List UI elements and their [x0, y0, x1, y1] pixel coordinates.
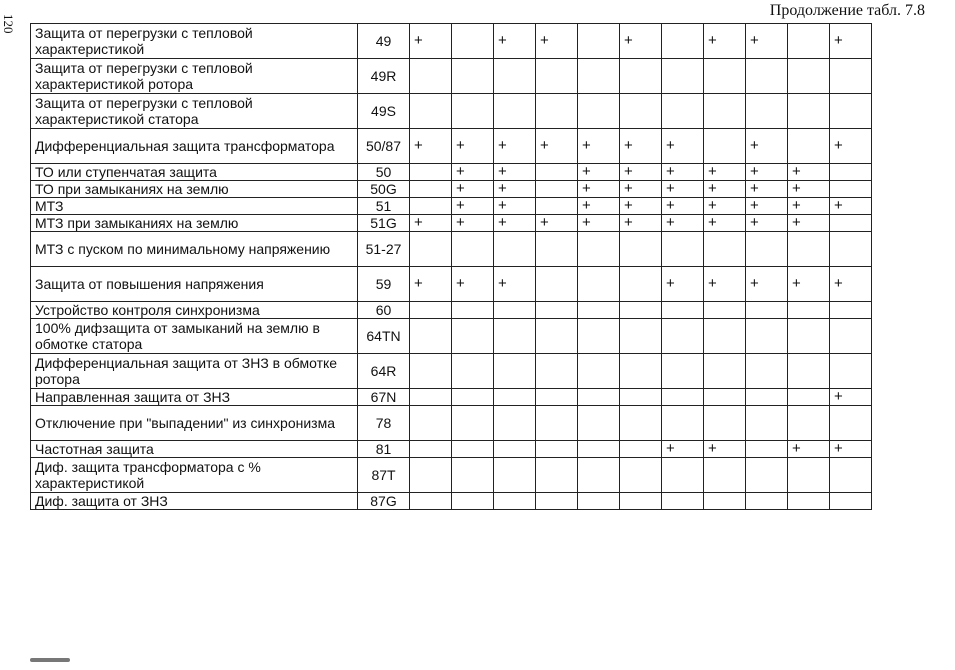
availability-mark-cell	[452, 389, 494, 406]
availability-mark-cell: +	[662, 441, 704, 458]
availability-mark-cell	[578, 441, 620, 458]
availability-mark-cell: +	[788, 164, 830, 181]
availability-mark-cell: +	[452, 267, 494, 302]
availability-mark-cell	[746, 319, 788, 354]
availability-mark-cell: +	[662, 129, 704, 164]
availability-mark-cell	[494, 389, 536, 406]
availability-mark-cell: +	[494, 267, 536, 302]
availability-mark-cell	[452, 302, 494, 319]
availability-mark-cell	[578, 24, 620, 59]
table-row	[31, 24, 872, 59]
availability-mark-cell: +	[410, 129, 452, 164]
protection-name-cell: Защита от повышения напряжения	[31, 267, 358, 302]
availability-mark-cell	[704, 319, 746, 354]
availability-mark-cell	[704, 302, 746, 319]
availability-mark-cell: +	[704, 164, 746, 181]
availability-mark-cell	[620, 354, 662, 389]
table-row	[31, 94, 872, 129]
availability-mark-cell	[494, 354, 536, 389]
ansi-code-cell: 49	[358, 24, 410, 59]
ansi-code-cell: 50	[358, 164, 410, 181]
availability-mark-cell	[704, 354, 746, 389]
availability-mark-cell	[662, 493, 704, 510]
availability-mark-cell	[620, 94, 662, 129]
availability-mark-cell	[830, 164, 872, 181]
availability-mark-cell	[494, 94, 536, 129]
protection-name-cell: Защита от перегрузки с тепловой характеристикой ротора	[31, 59, 358, 94]
availability-mark-cell	[452, 493, 494, 510]
availability-mark-cell: +	[452, 181, 494, 198]
availability-mark-cell	[578, 389, 620, 406]
availability-mark-cell	[578, 94, 620, 129]
availability-mark-cell	[494, 406, 536, 441]
availability-mark-cell	[536, 458, 578, 493]
availability-mark-cell	[494, 319, 536, 354]
ansi-code-cell: 50G	[358, 181, 410, 198]
availability-mark-cell: +	[620, 24, 662, 59]
availability-mark-cell	[410, 164, 452, 181]
availability-mark-cell: +	[830, 198, 872, 215]
ansi-code-cell: 51G	[358, 215, 410, 232]
availability-mark-cell	[452, 94, 494, 129]
availability-mark-cell	[620, 458, 662, 493]
availability-mark-cell	[410, 493, 452, 510]
availability-mark-cell	[746, 493, 788, 510]
availability-mark-cell	[746, 406, 788, 441]
availability-mark-cell	[494, 458, 536, 493]
availability-mark-cell: +	[704, 181, 746, 198]
table-body	[31, 24, 872, 510]
protection-name-cell: Диф. защита трансформатора с % характеристикой	[31, 458, 358, 493]
availability-mark-cell	[662, 406, 704, 441]
availability-mark-cell	[704, 406, 746, 441]
availability-mark-cell	[662, 354, 704, 389]
table-row	[31, 232, 872, 267]
availability-mark-cell: +	[410, 24, 452, 59]
availability-mark-cell	[788, 493, 830, 510]
ansi-code-cell: 81	[358, 441, 410, 458]
availability-mark-cell: +	[410, 215, 452, 232]
availability-mark-cell	[830, 215, 872, 232]
availability-mark-cell	[746, 354, 788, 389]
availability-mark-cell	[620, 232, 662, 267]
availability-mark-cell: +	[830, 129, 872, 164]
table-row	[31, 59, 872, 94]
protection-name-cell: Защита от перегрузки с тепловой характеристикой статора	[31, 94, 358, 129]
availability-mark-cell	[620, 406, 662, 441]
availability-mark-cell	[536, 232, 578, 267]
availability-mark-cell	[746, 389, 788, 406]
availability-mark-cell	[788, 94, 830, 129]
page-number: 120	[1, 14, 16, 34]
table-row	[31, 164, 872, 181]
availability-mark-cell	[536, 267, 578, 302]
table-row	[31, 389, 872, 406]
availability-mark-cell	[410, 94, 452, 129]
availability-mark-cell: +	[704, 267, 746, 302]
ansi-code-cell: 87G	[358, 493, 410, 510]
table-row	[31, 319, 872, 354]
availability-mark-cell: +	[620, 164, 662, 181]
protection-name-cell: ТО или ступенчатая защита	[31, 164, 358, 181]
availability-mark-cell: +	[578, 181, 620, 198]
protection-functions-table	[30, 23, 872, 510]
availability-mark-cell: +	[494, 164, 536, 181]
availability-mark-cell: +	[578, 215, 620, 232]
availability-mark-cell: +	[410, 267, 452, 302]
ansi-code-cell: 51	[358, 198, 410, 215]
protection-name-cell: Дифференциальная защита трансформатора	[31, 129, 358, 164]
table-row	[31, 458, 872, 493]
protection-name-cell: Отключение при "выпадении" из синхронизма	[31, 406, 358, 441]
availability-mark-cell: +	[620, 129, 662, 164]
availability-mark-cell	[788, 389, 830, 406]
availability-mark-cell	[578, 232, 620, 267]
availability-mark-cell	[830, 232, 872, 267]
availability-mark-cell	[452, 441, 494, 458]
availability-mark-cell: +	[746, 24, 788, 59]
availability-mark-cell	[662, 319, 704, 354]
availability-mark-cell: +	[662, 267, 704, 302]
availability-mark-cell	[830, 406, 872, 441]
availability-mark-cell	[830, 458, 872, 493]
availability-mark-cell	[662, 59, 704, 94]
table-row	[31, 198, 872, 215]
availability-mark-cell: +	[452, 129, 494, 164]
availability-mark-cell	[830, 354, 872, 389]
availability-mark-cell: +	[620, 215, 662, 232]
table-row	[31, 493, 872, 510]
table-row	[31, 267, 872, 302]
availability-mark-cell: +	[746, 129, 788, 164]
availability-mark-cell	[452, 406, 494, 441]
availability-mark-cell: +	[662, 198, 704, 215]
availability-mark-cell	[830, 319, 872, 354]
ansi-code-cell: 67N	[358, 389, 410, 406]
availability-mark-cell	[830, 94, 872, 129]
table-row	[31, 406, 872, 441]
availability-mark-cell	[494, 232, 536, 267]
table-row	[31, 441, 872, 458]
availability-mark-cell	[746, 302, 788, 319]
table-row	[31, 215, 872, 232]
availability-mark-cell	[494, 493, 536, 510]
availability-mark-cell	[410, 406, 452, 441]
scan-mark	[30, 658, 70, 662]
ansi-code-cell: 51-27	[358, 232, 410, 267]
availability-mark-cell	[452, 458, 494, 493]
availability-mark-cell	[746, 94, 788, 129]
availability-mark-cell: +	[536, 215, 578, 232]
protection-name-cell: МТЗ при замыканиях на землю	[31, 215, 358, 232]
ansi-code-cell: 87T	[358, 458, 410, 493]
availability-mark-cell	[620, 389, 662, 406]
availability-mark-cell: +	[788, 441, 830, 458]
availability-mark-cell	[536, 354, 578, 389]
availability-mark-cell	[788, 129, 830, 164]
availability-mark-cell	[494, 441, 536, 458]
table-row	[31, 129, 872, 164]
availability-mark-cell: +	[620, 181, 662, 198]
availability-mark-cell	[410, 302, 452, 319]
availability-mark-cell	[578, 458, 620, 493]
availability-mark-cell	[620, 493, 662, 510]
availability-mark-cell: +	[578, 129, 620, 164]
availability-mark-cell: +	[830, 389, 872, 406]
availability-mark-cell	[536, 164, 578, 181]
table-row	[31, 181, 872, 198]
availability-mark-cell: +	[662, 181, 704, 198]
availability-mark-cell: +	[746, 181, 788, 198]
availability-mark-cell	[410, 232, 452, 267]
availability-mark-cell	[536, 59, 578, 94]
ansi-code-cell: 49S	[358, 94, 410, 129]
availability-mark-cell: +	[452, 215, 494, 232]
availability-mark-cell	[494, 59, 536, 94]
availability-mark-cell	[578, 302, 620, 319]
availability-mark-cell	[536, 94, 578, 129]
availability-mark-cell	[452, 354, 494, 389]
availability-mark-cell	[788, 302, 830, 319]
availability-mark-cell: +	[452, 198, 494, 215]
availability-mark-cell	[452, 59, 494, 94]
ansi-code-cell: 60	[358, 302, 410, 319]
availability-mark-cell: +	[788, 181, 830, 198]
availability-mark-cell: +	[536, 129, 578, 164]
availability-mark-cell	[536, 389, 578, 406]
availability-mark-cell	[620, 319, 662, 354]
ansi-code-cell: 59	[358, 267, 410, 302]
availability-mark-cell: +	[452, 164, 494, 181]
availability-mark-cell	[662, 94, 704, 129]
availability-mark-cell: +	[704, 441, 746, 458]
availability-mark-cell	[536, 493, 578, 510]
availability-mark-cell	[830, 181, 872, 198]
availability-mark-cell	[830, 59, 872, 94]
availability-mark-cell	[452, 232, 494, 267]
availability-mark-cell	[620, 441, 662, 458]
availability-mark-cell: +	[578, 198, 620, 215]
availability-mark-cell	[746, 458, 788, 493]
availability-mark-cell	[620, 267, 662, 302]
availability-mark-cell	[788, 24, 830, 59]
availability-mark-cell	[662, 458, 704, 493]
availability-mark-cell	[662, 302, 704, 319]
availability-mark-cell	[410, 181, 452, 198]
availability-mark-cell	[662, 389, 704, 406]
availability-mark-cell	[578, 59, 620, 94]
availability-mark-cell	[410, 441, 452, 458]
availability-mark-cell: +	[494, 181, 536, 198]
availability-mark-cell: +	[578, 164, 620, 181]
availability-mark-cell	[830, 302, 872, 319]
protection-name-cell: Направленная защита от ЗНЗ	[31, 389, 358, 406]
table-caption: Продолжение табл. 7.8	[769, 2, 925, 19]
availability-mark-cell	[578, 354, 620, 389]
availability-mark-cell: +	[494, 215, 536, 232]
availability-mark-cell: +	[746, 198, 788, 215]
protection-name-cell: 100% дифзащита от замыканий на землю в обмотке статора	[31, 319, 358, 354]
availability-mark-cell: +	[830, 24, 872, 59]
availability-mark-cell	[536, 181, 578, 198]
availability-mark-cell: +	[746, 215, 788, 232]
availability-mark-cell	[788, 59, 830, 94]
availability-mark-cell	[410, 59, 452, 94]
availability-mark-cell: +	[662, 215, 704, 232]
availability-mark-cell	[620, 59, 662, 94]
availability-mark-cell: +	[536, 24, 578, 59]
availability-mark-cell: +	[830, 267, 872, 302]
availability-mark-cell	[578, 267, 620, 302]
table-row	[31, 302, 872, 319]
availability-mark-cell: +	[620, 198, 662, 215]
ansi-code-cell: 78	[358, 406, 410, 441]
availability-mark-cell: +	[494, 198, 536, 215]
protection-name-cell: Дифференциальная защита от ЗНЗ в обмотке ротора	[31, 354, 358, 389]
availability-mark-cell	[578, 406, 620, 441]
availability-mark-cell	[704, 94, 746, 129]
ansi-code-cell: 64TN	[358, 319, 410, 354]
availability-mark-cell	[662, 24, 704, 59]
protection-name-cell: Защита от перегрузки с тепловой характеристикой	[31, 24, 358, 59]
availability-mark-cell: +	[704, 215, 746, 232]
availability-mark-cell	[662, 232, 704, 267]
availability-mark-cell	[830, 493, 872, 510]
availability-mark-cell	[536, 198, 578, 215]
availability-mark-cell: +	[746, 267, 788, 302]
availability-mark-cell	[704, 389, 746, 406]
protection-name-cell: Частотная защита	[31, 441, 358, 458]
availability-mark-cell	[746, 59, 788, 94]
availability-mark-cell	[746, 232, 788, 267]
availability-mark-cell	[704, 232, 746, 267]
availability-mark-cell	[704, 59, 746, 94]
availability-mark-cell	[788, 319, 830, 354]
ansi-code-cell: 50/87	[358, 129, 410, 164]
availability-mark-cell	[410, 319, 452, 354]
availability-mark-cell	[788, 354, 830, 389]
availability-mark-cell	[704, 129, 746, 164]
ansi-code-cell: 49R	[358, 59, 410, 94]
availability-mark-cell	[788, 458, 830, 493]
availability-mark-cell	[536, 406, 578, 441]
availability-mark-cell	[578, 319, 620, 354]
protection-name-cell: ТО при замыканиях на землю	[31, 181, 358, 198]
availability-mark-cell	[452, 319, 494, 354]
availability-mark-cell	[410, 354, 452, 389]
protection-name-cell: МТЗ	[31, 198, 358, 215]
availability-mark-cell	[704, 458, 746, 493]
ansi-code-cell: 64R	[358, 354, 410, 389]
protection-name-cell: МТЗ с пуском по минимальному напряжению	[31, 232, 358, 267]
availability-mark-cell	[620, 302, 662, 319]
availability-mark-cell: +	[788, 198, 830, 215]
protection-name-cell: Устройство контроля синхронизма	[31, 302, 358, 319]
availability-mark-cell: +	[662, 164, 704, 181]
availability-mark-cell	[410, 458, 452, 493]
availability-mark-cell	[494, 302, 536, 319]
availability-mark-cell: +	[494, 24, 536, 59]
availability-mark-cell: +	[494, 129, 536, 164]
availability-mark-cell	[578, 493, 620, 510]
availability-mark-cell	[410, 389, 452, 406]
availability-mark-cell	[788, 232, 830, 267]
availability-mark-cell: +	[704, 24, 746, 59]
availability-mark-cell	[704, 493, 746, 510]
availability-mark-cell	[536, 319, 578, 354]
availability-mark-cell	[788, 406, 830, 441]
availability-mark-cell: +	[830, 441, 872, 458]
availability-mark-cell: +	[788, 215, 830, 232]
availability-mark-cell: +	[788, 267, 830, 302]
availability-mark-cell: +	[704, 198, 746, 215]
availability-mark-cell	[536, 441, 578, 458]
table-row	[31, 354, 872, 389]
availability-mark-cell: +	[746, 164, 788, 181]
availability-mark-cell	[536, 302, 578, 319]
availability-mark-cell	[746, 441, 788, 458]
availability-mark-cell	[410, 198, 452, 215]
availability-mark-cell	[452, 24, 494, 59]
protection-name-cell: Диф. защита от ЗНЗ	[31, 493, 358, 510]
